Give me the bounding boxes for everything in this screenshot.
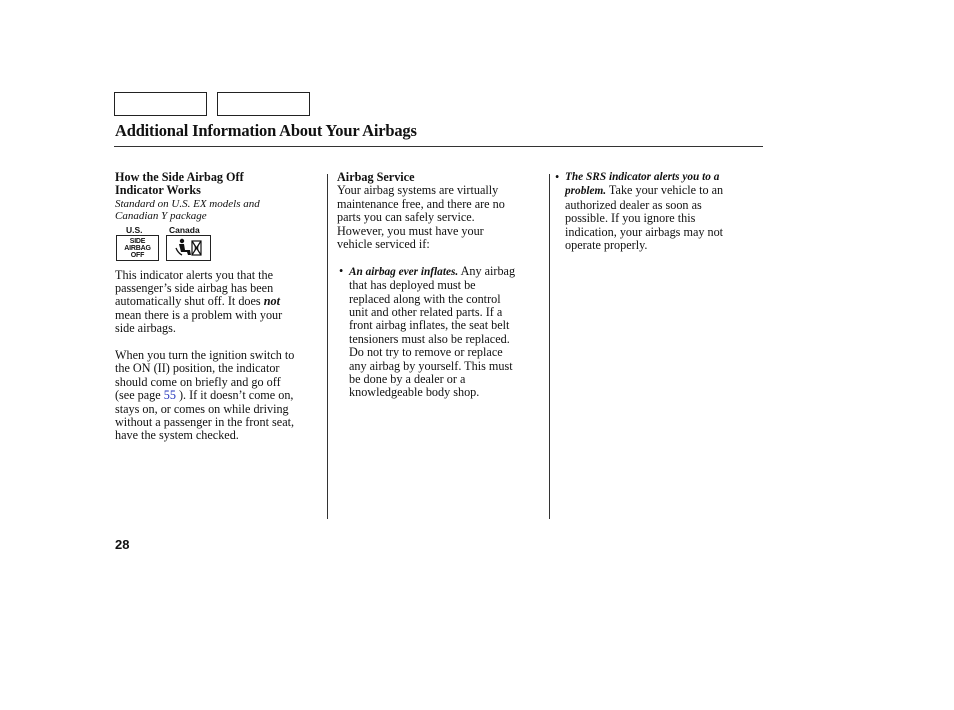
column-divider-2 [549, 174, 550, 519]
list-item-airbag-inflates: • An airbag ever inflates. Any airbag that has deployed must be replaced along with the control unit and other related parts. If a front airbag inflates, the seat belt tensioners must also be replaced. Do not try to remove or replace any airbag by yourself. This must be done by a dealer or a knowledgeable body shop. [339, 263, 516, 400]
indicator-us-label: U.S. [126, 224, 143, 235]
model-applicability-note: Standard on U.S. EX models and Canadian Y package [115, 197, 260, 223]
emphasis-not: not [263, 294, 280, 309]
paragraph-indicator-check: When you turn the ignition switch to the ON (II) position, the indicator should come on briefly and go off (see page 55 ). If it doesn’t come on, stays on, or comes on while driving without a passenger in the front seat, have the system checked. [115, 348, 295, 443]
side-airbag-off-indicator-us: SIDE AIRBAG OFF [116, 235, 159, 261]
paragraph-indicator-purpose: This indicator alerts you that the passenger’s side airbag has been automatically shut off. It does not mean there is a problem with your side airbags. [115, 267, 283, 336]
bullet-dot: • [555, 170, 560, 184]
section-heading-airbag-service: Airbag Service [337, 170, 415, 184]
bullet-emphasis: An airbag ever inflates. [349, 265, 459, 278]
page-reference-link[interactable]: 55 [163, 388, 176, 403]
page-number: 28 [115, 537, 130, 552]
side-airbag-off-indicator-canada [166, 235, 211, 261]
indicator-illustrations [115, 224, 320, 264]
column-airbag-service [337, 171, 545, 400]
section-heading-side-airbag: How the Side Airbag Off Indicator Works [115, 170, 244, 198]
column-divider-1 [327, 174, 328, 519]
page-title: Additional Information About Your Airbags [115, 121, 417, 140]
bullet-emphasis-line2: problem. [565, 185, 607, 198]
next-page-button[interactable] [217, 92, 310, 116]
paragraph-service-intro: Your airbag systems are virtually maintenance free, and there are no parts you can safely service. However, you must have your vehicle serviced if: [337, 183, 505, 252]
previous-page-button[interactable] [114, 92, 207, 116]
list-item-srs-indicator: • The SRS indicator alerts you to a problem. Take your vehicle to an authorized dealer as soon as possible. If you ignore this indication, your airbags may not operate properly. [553, 171, 759, 252]
seated-passenger-airbag-off-icon [167, 236, 210, 260]
bullet-dot: • [339, 263, 344, 278]
indicator-canada-label: Canada [169, 224, 200, 235]
title-divider [114, 146, 763, 147]
column-side-airbag-indicator [115, 171, 320, 443]
column-srs-indicator [555, 170, 759, 253]
bullet-emphasis-line1: The SRS indicator alerts you to a [565, 171, 720, 183]
